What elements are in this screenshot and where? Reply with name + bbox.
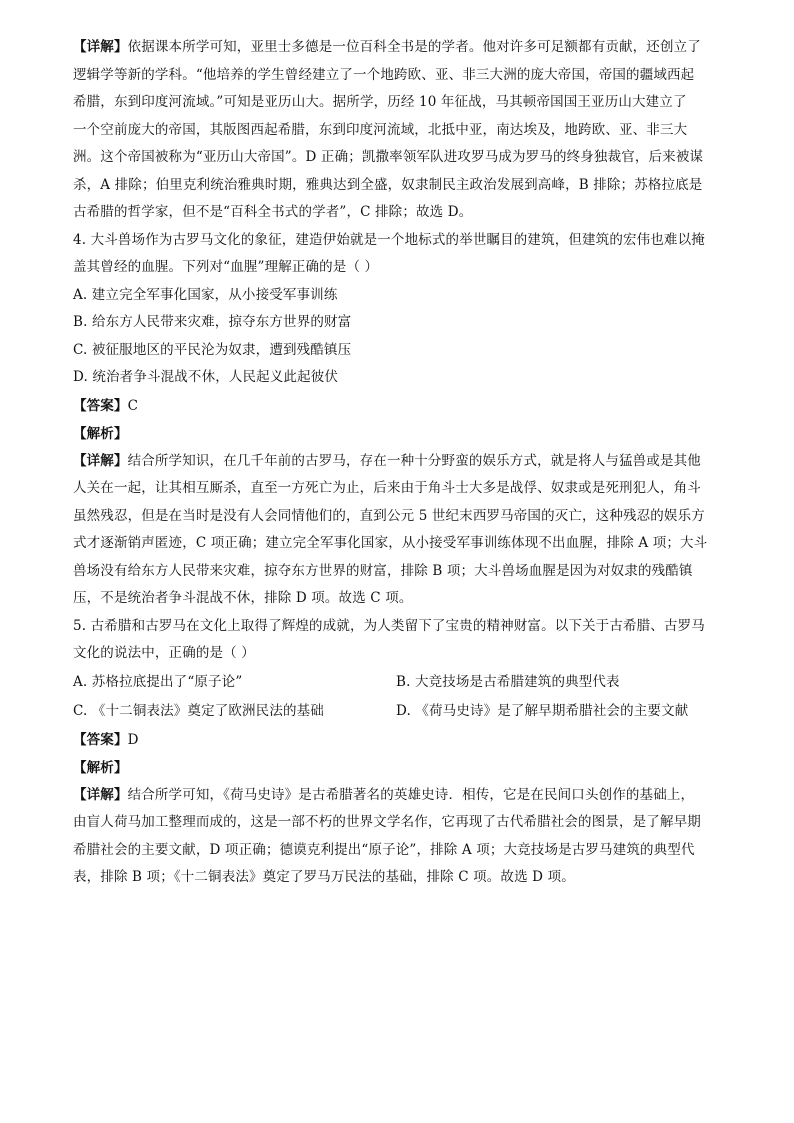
detail-tag: 【详解】 xyxy=(73,39,128,55)
question-5 xyxy=(73,613,723,892)
q5-detail-line: 表，排除 B 项；《十二铜表法》奠定了罗马万民法的基础，排除 C 项。故选 D 项。 xyxy=(73,869,575,886)
q4-detail-line: 人关在一起，让其相互厮杀，直至一方死亡为止，后来由于角斗士大多是战俘、奴隶或是死刑犯人，角斗 xyxy=(73,480,701,497)
q4-detail-line: 【详解】结合所学知识，在几千年前的古罗马，存在一种十分野蛮的娱乐方式，就是将人与猛兽或是其他 xyxy=(73,452,701,469)
q3-detail-line: 古希腊的哲学家，但不是“百科全书式的学者”，C 排除；故选 D。 xyxy=(73,204,473,220)
q4-detail-line: 压，不是统治者争斗混战不休，排除 D 项。故选 C 项。 xyxy=(73,590,413,607)
q5-option-c: C. 《十二铜表法》奠定了欧洲民法的基础 xyxy=(73,702,324,719)
answer-tag: 【答案】 xyxy=(73,397,128,414)
q4-answer xyxy=(73,392,723,420)
q4-option-a: A. 建立完全军事化国家，从小接受军事训练 xyxy=(73,286,338,303)
q5-options-row xyxy=(73,668,723,697)
q5-detail xyxy=(73,782,723,892)
q3-detail-line: 【详解】依据课本所学可知，亚里士多德是一位百科全书是的学者。他对许多可足额都有贡献，还创立了 xyxy=(73,39,701,55)
q4-analysis-tag: 【解析】 xyxy=(73,425,128,442)
q3-detail-line: 洲。这个帝国被称为“亚历山大帝国”。D 正确；凯撒率领军队进攻罗马成为罗马的终身独裁官，后来被谋 xyxy=(73,149,704,165)
q4-detail xyxy=(73,448,723,613)
q3-detail-line: 逻辑学等新的学科。“他培养的学生曾经建立了一个地跨欧、亚、非三大洲的庞大帝国，帝国的疆域西起 xyxy=(73,66,695,83)
q4-detail-line: 式才逐渐销声匿迹，C 项正确；建立完全军事化国家，从小接受军事训练体现不出血腥，排除 A 项；大斗 xyxy=(73,535,708,552)
q4-option-c: C. 被征服地区的平民沦为奴隶，遭到残酷镇压 xyxy=(73,341,352,358)
q5-option-a: A. 苏格拉底提出了“原子论” xyxy=(73,673,243,690)
detail-tag: 【详解】 xyxy=(73,452,128,469)
document-content xyxy=(73,34,723,892)
q5-stem-line: 文化的说法中，正确的是（ ） xyxy=(73,645,255,662)
q4-detail-line: 兽场没有给东方人民带来灾难，掠夺东方世界的财富，排除 B 项；大斗兽场血腥是因为对奴隶的残酷镇 xyxy=(73,562,693,579)
q3-detail-line: 希腊，东到印度河流域。”可知是亚历山大。据所学，历经 10 年征战，马其顿帝国国王亚历山大建立了 xyxy=(73,94,687,110)
q4-stem-line: 4. 大斗兽场作为古罗马文化的象征，建造伊始就是一个地标式的举世瞩目的建筑，但建筑的宏伟也难以掩 xyxy=(73,231,705,248)
q5-options-row xyxy=(73,697,723,726)
q3-detail-line: 杀，A 排除；伯里克利统治雅典时期，雅典达到全盛，奴隶制民主政治发展到高峰，B 排除；苏格拉底是 xyxy=(73,176,703,193)
q4-stem-line: 盖其曾经的血腥。下列对“血腥”理解正确的是（ ） xyxy=(73,259,379,275)
q3-detail-line: 一个空前庞大的帝国，其版图西起希腊，东到印度河流域，北抵中亚，南达埃及，地跨欧、亚、非三大 xyxy=(73,121,688,138)
q4-option-b: B. 给东方人民带来灾难，掠夺东方世界的财富 xyxy=(73,314,352,331)
detail-tag: 【详解】 xyxy=(73,786,128,803)
q5-detail-line: 由盲人荷马加工整理而成的，这是一部不朽的世界文学名作，它再现了古代希腊社会的图景，是了解早期 xyxy=(73,814,701,831)
q3-detail xyxy=(73,34,723,227)
q5-option-b: B. 大竞技场是古希腊建筑的典型代表 xyxy=(396,673,620,690)
q4-answer-value: C xyxy=(127,397,139,414)
answer-tag: 【答案】 xyxy=(73,731,128,748)
q5-answer xyxy=(73,726,723,754)
q4-detail-line: 虽然残忍，但是在当时是没有人会同情他们的，直到公元 5 世纪末西罗马帝国的灭亡，这种残忍的娱乐方 xyxy=(73,507,705,524)
q5-option-d: D. 《荷马史诗》是了解早期希腊社会的主要文献 xyxy=(396,702,689,719)
question-4 xyxy=(73,227,723,613)
q5-answer-value: D xyxy=(127,731,139,748)
q4-option-d: D. 统治者争斗混战不休，人民起义此起彼伏 xyxy=(73,369,339,386)
q5-stem-line: 5. 古希腊和古罗马在文化上取得了辉煌的成就，为人类留下了宝贵的精神财富。以下关于古希腊、古罗马 xyxy=(73,617,705,634)
q5-detail-line: 希腊社会的主要文献，D 项正确；德谟克利提出“原子论”，排除 A 项；大竞技场是古罗马建筑的典型代 xyxy=(73,841,695,858)
q5-detail-line: 【详解】结合所学可知，《荷马史诗》是古希腊著名的英雄史诗．相传，它是在民间口头创作的基础上， xyxy=(73,786,695,803)
q5-analysis-tag: 【解析】 xyxy=(73,759,128,776)
